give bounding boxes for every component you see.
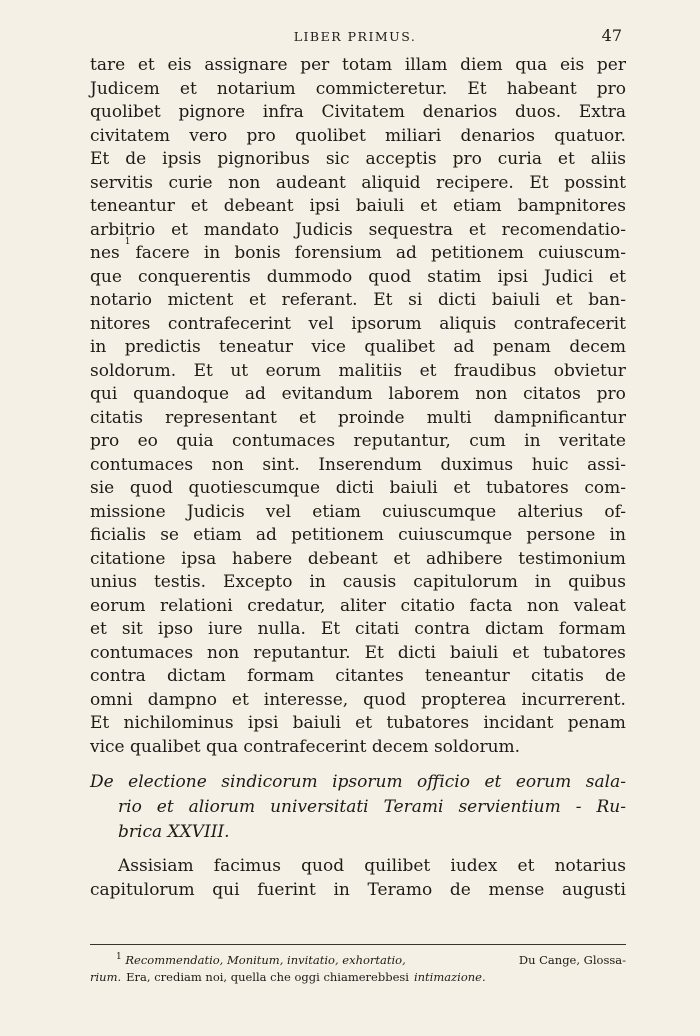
text-line bbox=[90, 266, 626, 290]
text-line bbox=[90, 54, 626, 78]
line-text: et sit ipso iure nulla. Et citati contra dictam formam bbox=[90, 619, 626, 639]
text-line bbox=[90, 407, 626, 431]
line-text: contumaces non reputantur. Et dicti baiuli et tubatores bbox=[90, 642, 626, 663]
line-text: nitores contrafecerint vel ipsorum aliquis contrafecerit bbox=[90, 313, 626, 334]
heading-text: De electione sindicorum ipsorum officio et eorum sala- bbox=[90, 772, 626, 792]
text-line bbox=[90, 78, 626, 102]
text-line: vice qualibet qua contrafecerint decem soldorum. bbox=[90, 736, 521, 757]
footnote-marker: 1 bbox=[116, 952, 122, 962]
text-line bbox=[90, 454, 626, 478]
text-line bbox=[90, 618, 626, 642]
line-text: tare et eis assignare per totam illam diem qua eis per bbox=[90, 55, 626, 75]
text-line bbox=[90, 289, 626, 313]
text-line bbox=[90, 237, 626, 266]
text-line bbox=[90, 571, 626, 595]
text-line bbox=[90, 336, 626, 360]
line-text: qui quandoque ad evitandum laborem non citatos pro bbox=[90, 384, 626, 404]
line-text: Et de ipsis pignoribus sic acceptis pro curia et aliis bbox=[90, 149, 626, 169]
heading-line bbox=[90, 795, 626, 820]
page-number: 47 bbox=[601, 26, 622, 45]
heading-line bbox=[90, 770, 626, 795]
heading-text: brica XXVIII. bbox=[118, 822, 230, 842]
line-text: missione Judicis vel etiam cuiuscumque alterius of- bbox=[90, 501, 626, 522]
footnote-comment: Era, crediam noi, quella che oggi chiamerebbesi bbox=[126, 970, 409, 984]
running-title: LIBER PRIMUS. bbox=[293, 29, 417, 44]
line-text: contumaces non sint. Inserendum duximus huic assi- bbox=[90, 454, 626, 475]
text-line bbox=[90, 430, 626, 454]
main-text bbox=[90, 54, 626, 902]
line-text: Et nichilominus ipsi baiuli et tubatores incidant penam bbox=[90, 713, 626, 733]
text-line bbox=[90, 548, 626, 572]
text-line bbox=[90, 195, 626, 219]
line-text: soldorum. Et ut eorum malitiis et fraudibus obvietur bbox=[90, 360, 626, 381]
footnote-line bbox=[90, 969, 626, 986]
line-text: in predictis teneatur vice qualibet ad penam decem bbox=[90, 337, 626, 357]
text-line bbox=[90, 855, 626, 879]
line-text: servitis curie non audeant aliquid recipere. Et possint bbox=[90, 172, 626, 193]
heading-text: rio et aliorum universitati Terami servientium - Ru- bbox=[118, 797, 626, 817]
line-text: contra dictam formam citantes teneantur citatis de bbox=[90, 666, 626, 686]
line-text: arbitrio et mandato Judicis sequestra et recomendatio- bbox=[90, 219, 626, 240]
footnote-rule bbox=[90, 944, 626, 945]
line-text: ficialis se etiam ad petitionem cuiuscumque persone in bbox=[90, 525, 626, 545]
line-text: omni dampno et interesse, quod propterea incurrerent. bbox=[90, 689, 626, 710]
text-line bbox=[90, 101, 626, 125]
line-text: teneantur et debeant ipsi baiuli et etiam bampnitores bbox=[90, 196, 626, 216]
text-line bbox=[90, 595, 626, 619]
text-line bbox=[90, 313, 626, 337]
footnote-term: intimazione. bbox=[413, 970, 486, 984]
text-line bbox=[90, 524, 626, 548]
text-line bbox=[90, 689, 626, 713]
line-text: quolibet pignore infra Civitatem denarios duos. Extra bbox=[90, 102, 626, 122]
line-text: civitatem vero pro quolibet miliari denarios quatuor. bbox=[90, 125, 626, 146]
text-line bbox=[90, 879, 626, 903]
line-text: pro eo quia contumaces reputantur, cum in veritate bbox=[90, 431, 626, 451]
footnote-ref: 1 bbox=[124, 237, 131, 247]
line-text: nes bbox=[90, 243, 120, 263]
heading-line bbox=[90, 820, 626, 845]
line-text: facere in bonis forensium ad petitionem cuiuscum- bbox=[135, 243, 626, 263]
footnote-source: Du Cange, Glossa- bbox=[518, 953, 626, 967]
line-text: citatione ipsa habere debeant et adhibere testimonium bbox=[90, 548, 626, 569]
text-line bbox=[90, 642, 626, 666]
line-text: citatis representant et proinde multi dampnificantur bbox=[90, 407, 626, 428]
text-line bbox=[90, 477, 626, 501]
line-text: capitulorum qui fuerint in Teramo de mense augusti bbox=[90, 879, 626, 900]
paragraph-2 bbox=[90, 855, 626, 902]
text-line bbox=[90, 172, 626, 196]
line-text: sie quod quotiescumque dicti baiuli et tubatores com- bbox=[90, 478, 626, 498]
footnote-definition: Recommendatio, Monitum, invitatio, exhortatio, bbox=[125, 953, 406, 967]
text-line bbox=[90, 501, 626, 525]
line-text: Judicem et notarium commicteretur. Et habeant pro bbox=[90, 78, 626, 99]
rubric-heading bbox=[90, 770, 626, 845]
footnote-line bbox=[90, 952, 626, 969]
text-line bbox=[90, 219, 626, 243]
footnote bbox=[90, 952, 626, 986]
footnote-source-end: rium. bbox=[90, 970, 122, 984]
text-line bbox=[90, 712, 626, 736]
line-text: unius testis. Excepto in causis capitulorum in quibus bbox=[90, 572, 626, 592]
text-line bbox=[90, 665, 626, 689]
line-text: que conquerentis dummodo quod statim ipsi Judici et bbox=[90, 266, 626, 287]
running-head bbox=[88, 26, 622, 48]
line-text: notario mictent et referant. Et si dicti baiuli et ban- bbox=[90, 290, 626, 310]
paragraph-1 bbox=[90, 54, 626, 759]
line-text: Assisiam facimus quod quilibet iudex et notarius bbox=[118, 856, 626, 876]
text-line bbox=[90, 360, 626, 384]
text-line bbox=[90, 383, 626, 407]
text-line bbox=[90, 125, 626, 149]
line-text: eorum relationi credatur, aliter citatio facta non valeat bbox=[90, 595, 626, 616]
text-line bbox=[90, 148, 626, 172]
